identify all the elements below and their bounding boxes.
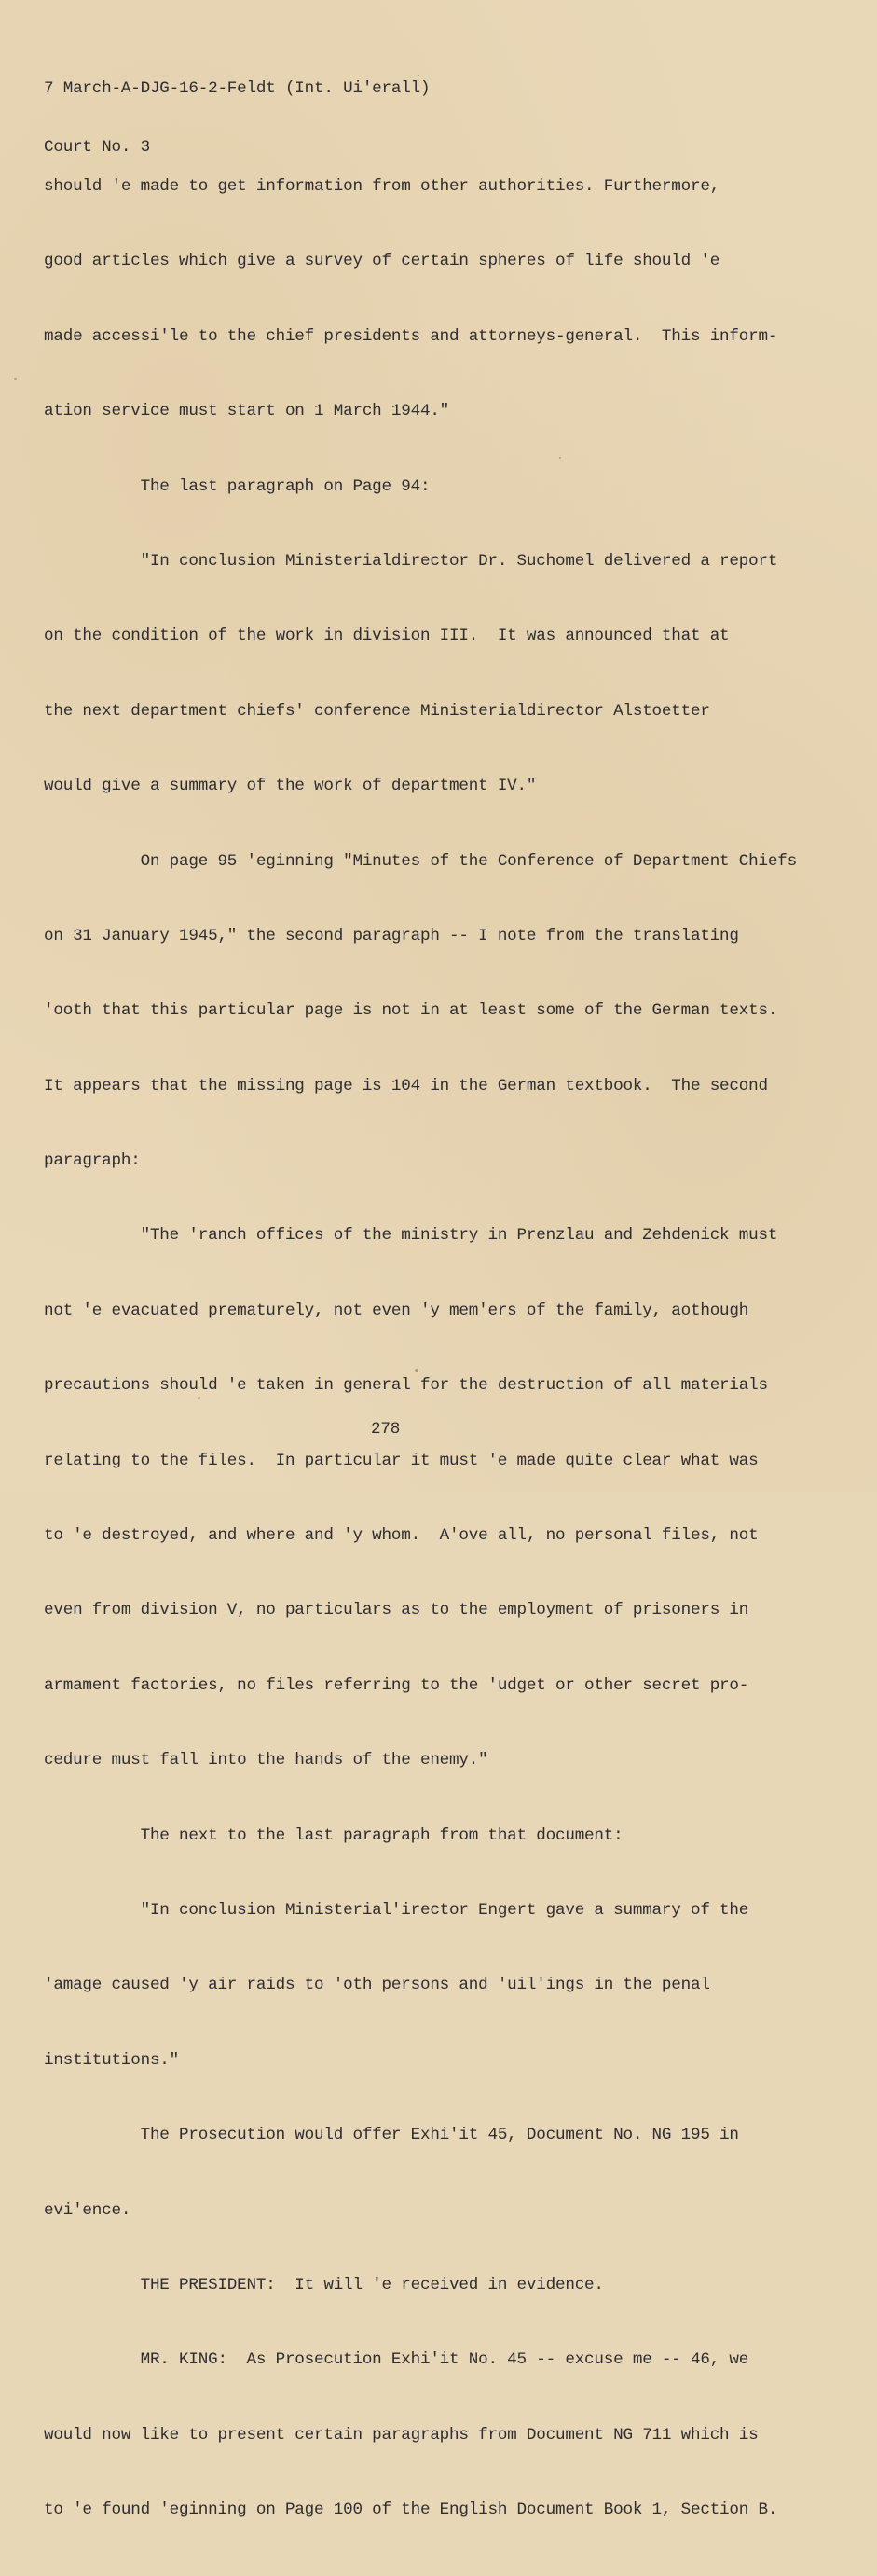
body-line: would now like to present certain paragraphs from Document NG 711 which is	[44, 2425, 759, 2445]
paper-speck	[418, 75, 419, 76]
body-line: "In conclusion Ministerial'irector Engert gave a summary of the	[44, 1900, 749, 1920]
body-line: relating to the files. In particular it must 'e made quite clear what was	[44, 1451, 759, 1470]
body-line: would give a summary of the work of department IV."	[44, 777, 537, 796]
body-line: "The 'ranch offices of the ministry in Prenzlau and Zehdenick must	[44, 1226, 778, 1246]
body-line: 'ooth that this particular page is not in at least some of the German texts.	[44, 1001, 778, 1021]
body-line: cedure must fall into the hands of the enemy."	[44, 1751, 488, 1770]
page-number: 278	[371, 1420, 401, 1439]
body-line: good articles which give a survey of certain spheres of life should 'e	[44, 252, 720, 271]
body-line: armament factories, no files referring to the 'udget or other secret pro-	[44, 1675, 749, 1695]
body-line: MR. KING: As Prosecution Exhi'it No. 45 -- excuse me -- 46, we	[44, 2350, 749, 2370]
body-line: THE PRESIDENT: It will 'e received in evidence.	[44, 2275, 604, 2294]
body-line: evi'ence.	[44, 2200, 131, 2220]
body-line: on the condition of the work in division III. It was announced that at	[44, 627, 730, 646]
body-line: 'amage caused 'y air raids to 'oth persons and 'uil'ings in the penal	[44, 1976, 710, 1995]
header-line-2: Court No. 3	[44, 138, 150, 157]
paper-speck	[559, 457, 561, 459]
body-line: made accessi'le to the chief presidents and attorneys-general. This inform-	[44, 326, 778, 346]
document-body	[44, 140, 797, 2576]
body-line: the next department chiefs' conference Ministerialdirector Alstoetter	[44, 701, 710, 721]
body-line: The last paragraph on Page 94:	[44, 476, 431, 496]
paper-speck	[198, 1397, 200, 1399]
body-line: The next to the last paragraph from that document:	[44, 1825, 623, 1845]
paper-speck	[415, 1369, 418, 1372]
paper-speck	[14, 378, 17, 380]
body-line: "In conclusion Ministerialdirector Dr. Suchomel delivered a report	[44, 551, 778, 571]
body-line: paragraph:	[44, 1151, 141, 1171]
body-line: ation service must start on 1 March 1944."	[44, 402, 450, 421]
body-line: to 'e found 'eginning on Page 100 of the English Document Book 1, Section B.	[44, 2500, 778, 2520]
body-line: On page 95 'eginning "Minutes of the Conference of Department Chiefs	[44, 851, 797, 871]
body-line: precautions should 'e taken in general for the destruction of all materials	[44, 1376, 768, 1396]
body-line: on 31 January 1945," the second paragraph -- I note from the translating	[44, 926, 739, 945]
body-line: even from division V, no particulars as to the employment of prisoners in	[44, 1601, 749, 1620]
body-line: The Prosecution would offer Exhi'it 45, Document No. NG 195 in	[44, 2126, 739, 2145]
header-line-1: 7 March-A-DJG-16-2-Feldt (Int. Ui'erall)	[44, 79, 431, 98]
body-line: to 'e destroyed, and where and 'y whom. A'ove all, no personal files, not	[44, 1526, 759, 1546]
body-line: institutions."	[44, 2050, 180, 2070]
body-line: It appears that the missing page is 104 in the German textbook. The second	[44, 1076, 768, 1095]
body-line: not 'e evacuated prematurely, not even 'y mem'ers of the family, aothough	[44, 1301, 749, 1320]
body-line: should 'e made to get information from other authorities. Furthermore,	[44, 177, 720, 196]
